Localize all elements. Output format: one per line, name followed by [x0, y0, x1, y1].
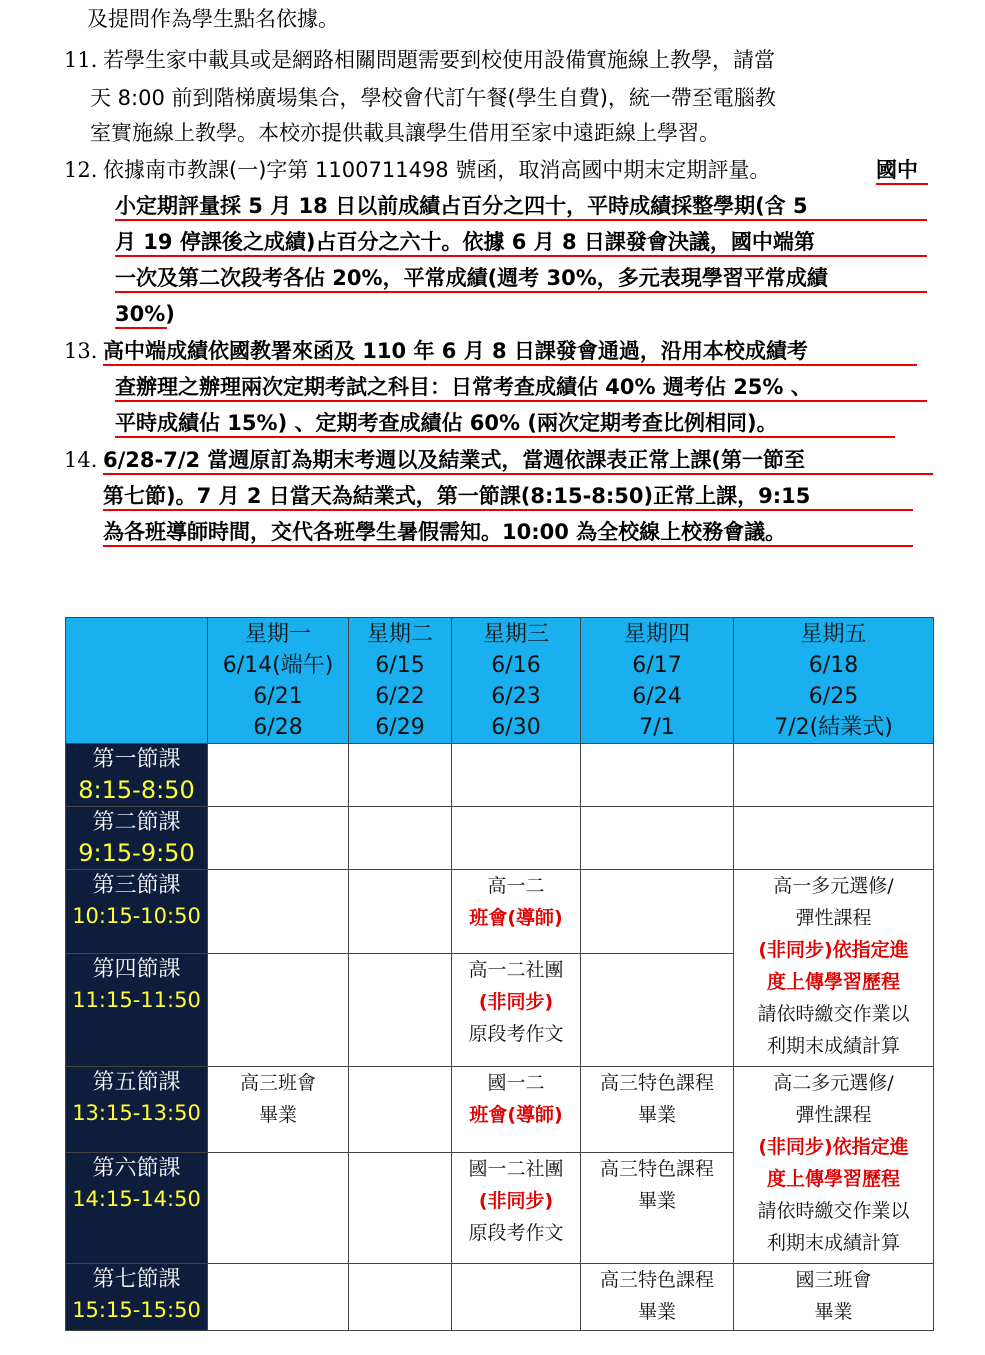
period-label-2 [66, 807, 208, 870]
cell-empty [452, 1264, 581, 1331]
cell-wed-p4 [452, 954, 581, 1067]
period-time: 8:15-8:50 [78, 776, 195, 804]
item12-line1b: 國中 [876, 158, 918, 182]
cell-empty [349, 744, 452, 807]
cell-text: (非同步)依指定進 [758, 1136, 909, 1158]
cell-fri-p7 [734, 1264, 934, 1331]
cell-thu-p6 [581, 1153, 734, 1264]
schedule-table [65, 617, 934, 1331]
item11-number: 11. [64, 48, 98, 72]
period-name: 第六節課 [92, 1156, 181, 1181]
item12-line2: 小定期評量採 5 月 18 日以前成績占百分之四十，平時成績採整學期(含 5 [115, 194, 808, 218]
day-date: 6/29 [375, 715, 425, 740]
cell-text: (非同步) [478, 991, 554, 1013]
cell-empty [734, 744, 934, 807]
period-name: 第四節課 [92, 957, 181, 982]
cell-text: 畢業 [814, 1301, 853, 1323]
cell-empty [581, 744, 734, 807]
cell-wed-p3 [452, 870, 581, 954]
cell-empty [208, 1264, 349, 1331]
item12-line5: 30%) [115, 302, 175, 326]
day-header-wed [452, 618, 581, 744]
cell-fri-p5-6 [734, 1067, 934, 1264]
day-date: 6/15 [375, 653, 425, 678]
cell-empty [349, 870, 452, 954]
cell-empty [208, 807, 349, 870]
period-name: 第二節課 [92, 810, 181, 835]
note-line0: 及提問作為學生點名依據。 [87, 7, 339, 31]
period-row-3 [66, 870, 934, 954]
period-time: 15:15-15:50 [72, 1298, 201, 1322]
underline [115, 327, 167, 329]
day-header-mon [208, 618, 349, 744]
item11-line2: 天 8:00 前到階梯廣場集合，學校會代訂午餐(學生自費)，統一帶至電腦教 [90, 86, 776, 110]
underline [103, 545, 913, 547]
cell-thu-p5 [581, 1067, 734, 1153]
cell-wed-p6 [452, 1153, 581, 1264]
cell-text: (非同步)依指定進 [758, 939, 909, 961]
day-date: 7/1 [639, 715, 675, 740]
cell-text: 彈性課程 [795, 1104, 872, 1126]
day-date: 7/2(結業式) [774, 715, 893, 740]
cell-text: 班會(導師) [469, 907, 563, 929]
cell-text: 高三特色課程 [599, 1158, 714, 1180]
item13-number: 13. [64, 339, 98, 363]
underline [103, 473, 933, 475]
day-date: 6/16 [491, 653, 541, 678]
cell-text: 度上傳學習歷程 [766, 1168, 900, 1190]
day-name: 星期二 [366, 622, 433, 647]
period-time: 11:15-11:50 [72, 988, 201, 1012]
cell-text: 請依時繳交作業以 [757, 1200, 910, 1222]
item13-line3: 平時成績佔 15%) 、定期考查成績佔 60% (兩次定期考查比例相同)。 [115, 411, 778, 435]
cell-text: 高三特色課程 [599, 1072, 714, 1094]
day-name: 星期三 [482, 622, 549, 647]
cell-text: 國一二社團 [468, 1158, 564, 1180]
header-corner [66, 618, 208, 744]
cell-text: 高三特色課程 [599, 1269, 714, 1291]
period-label-7 [66, 1264, 208, 1331]
cell-text: 班會(導師) [469, 1104, 563, 1126]
cell-text: 高二多元選修/ [773, 1072, 894, 1094]
day-date: 6/18 [808, 653, 859, 678]
period-time: 14:15-14:50 [72, 1187, 201, 1211]
day-header-fri [734, 618, 934, 744]
cell-wed-p5 [452, 1067, 581, 1153]
underline [115, 255, 927, 257]
item11-line1: 若學生家中載具或是網路相關問題需要到校使用設備實施線上教學，請當 [103, 48, 775, 72]
cell-empty [208, 744, 349, 807]
cell-fri-p3-4 [734, 870, 934, 1067]
item14-line3: 為各班導師時間，交代各班學生暑假需知。10:00 為全校線上校務會議。 [103, 520, 787, 544]
period-time: 9:15-9:50 [78, 839, 195, 867]
item14-line2: 第七節)。7 月 2 日當天為結業式，第一節課(8:15-8:50)正常上課，9:15 [103, 484, 811, 508]
day-name: 星期一 [244, 622, 311, 647]
day-date: 6/17 [632, 653, 682, 678]
day-date: 6/25 [808, 684, 859, 709]
cell-text: 畢業 [637, 1190, 676, 1212]
cell-empty [349, 807, 452, 870]
cell-text: 請依時繳交作業以 [757, 1003, 910, 1025]
period-label-5 [66, 1067, 208, 1153]
underline [115, 219, 927, 221]
cell-empty [734, 807, 934, 870]
cell-empty [349, 1264, 452, 1331]
period-row-2 [66, 807, 934, 870]
day-date: 6/30 [491, 715, 541, 740]
cell-thu-p7 [581, 1264, 734, 1331]
day-date: 6/14(端午) [222, 653, 334, 678]
period-label-4 [66, 954, 208, 1067]
cell-empty [349, 954, 452, 1067]
cell-mon-p5 [208, 1067, 349, 1153]
cell-text: 高一多元選修/ [773, 875, 894, 897]
day-date: 6/23 [491, 684, 541, 709]
cell-empty [452, 807, 581, 870]
day-header-tue [349, 618, 452, 744]
cell-empty [349, 1067, 452, 1153]
period-time: 13:15-13:50 [72, 1101, 201, 1125]
day-date: 6/21 [253, 684, 303, 709]
period-name: 第三節課 [92, 873, 181, 898]
cell-empty [581, 954, 734, 1067]
day-date: 6/24 [632, 684, 682, 709]
item14-line1: 6/28-7/2 當週原訂為期末考週以及結業式，當週依課表正常上課(第一節至 [103, 448, 806, 472]
day-name: 星期五 [800, 622, 867, 647]
cell-empty [349, 1153, 452, 1264]
underline [115, 436, 895, 438]
item12-number: 12. [64, 158, 98, 182]
cell-text: 高三班會 [239, 1072, 316, 1094]
item13-line2: 查辦理之辦理兩次定期考試之科目：日常考查成績佔 40% 週考佔 25% 、 [115, 375, 812, 399]
cell-text: 利期末成績計算 [766, 1035, 900, 1057]
cell-text: 原段考作文 [468, 1222, 564, 1244]
day-date: 6/22 [375, 684, 425, 709]
cell-text: 度上傳學習歷程 [766, 971, 900, 993]
cell-empty [208, 1153, 349, 1264]
cell-empty [452, 744, 581, 807]
cell-text: 彈性課程 [795, 907, 872, 929]
period-label-1 [66, 744, 208, 807]
item12-line1a: 依據南市教課(一)字第 1100711498 號函，取消高國中期末定期評量。 [103, 158, 771, 182]
cell-empty [581, 870, 734, 954]
header-row [66, 618, 934, 744]
cell-text: 高一二社團 [468, 959, 564, 981]
period-name: 第七節課 [92, 1267, 181, 1292]
item12-line3: 月 19 停課後之成績)占百分之六十。依據 6 月 8 日課發會決議，國中端第 [115, 230, 815, 254]
cell-text: 國一二 [487, 1072, 545, 1094]
cell-text: 國三班會 [795, 1269, 872, 1291]
period-row-1 [66, 744, 934, 807]
day-name: 星期四 [623, 622, 690, 647]
cell-text: 原段考作文 [468, 1023, 564, 1045]
item11-line3: 室實施線上教學。本校亦提供載具讓學生借用至家中遠距線上學習。 [90, 121, 720, 145]
cell-text: 利期末成績計算 [766, 1232, 900, 1254]
underline [103, 509, 913, 511]
cell-text: 畢業 [637, 1301, 676, 1323]
day-header-thu [581, 618, 734, 744]
underline [115, 291, 927, 293]
underline [876, 183, 928, 185]
period-time: 10:15-10:50 [72, 904, 201, 928]
cell-empty [208, 954, 349, 1067]
cell-text: 畢業 [637, 1104, 676, 1126]
cell-text: (非同步) [478, 1190, 554, 1212]
item14-number: 14. [64, 448, 98, 472]
period-name: 第一節課 [92, 747, 181, 772]
period-row-5 [66, 1067, 934, 1153]
cell-text: 高一二 [487, 875, 545, 897]
period-label-6 [66, 1153, 208, 1264]
underline [103, 364, 917, 366]
period-name: 第五節課 [92, 1070, 181, 1095]
cell-empty [208, 870, 349, 954]
period-label-3 [66, 870, 208, 954]
item12-line4: 一次及第二次段考各佔 20%，平常成績(週考 30%，多元表現學習平常成績 [115, 266, 828, 290]
item13-line1: 高中端成績依國教署來函及 110 年 6 月 8 日課發會通過，沿用本校成績考 [103, 339, 808, 363]
underline [115, 400, 927, 402]
day-date: 6/28 [253, 715, 303, 740]
cell-text: 畢業 [258, 1104, 297, 1126]
cell-empty [581, 807, 734, 870]
period-row-7 [66, 1264, 934, 1331]
